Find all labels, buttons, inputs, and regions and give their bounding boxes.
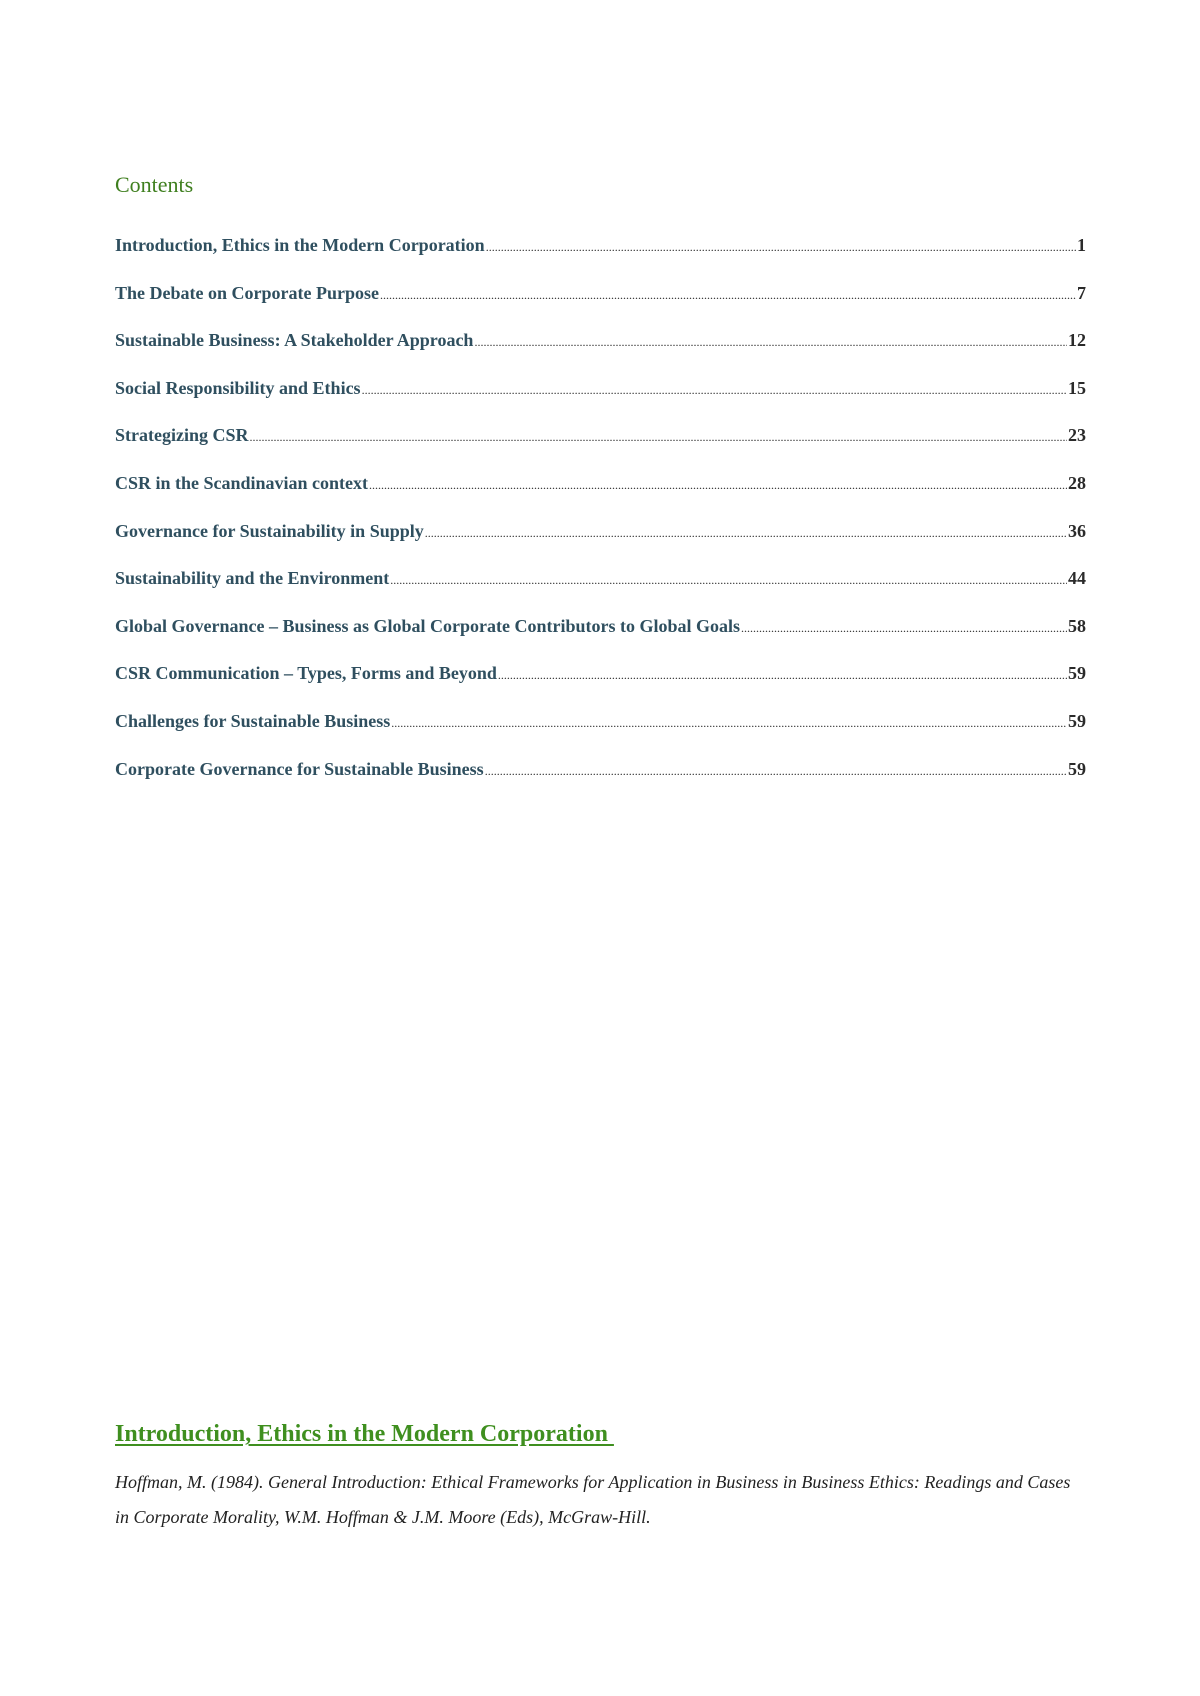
toc-heading: Contents bbox=[115, 172, 194, 197]
toc-entry-page: 58 bbox=[1068, 615, 1086, 636]
toc-entry-page: 28 bbox=[1068, 472, 1086, 493]
toc-dot-leader bbox=[425, 526, 1067, 541]
toc-dot-leader bbox=[390, 573, 1067, 588]
toc-entry[interactable] bbox=[115, 759, 1086, 807]
toc-dot-leader bbox=[474, 335, 1067, 350]
toc-entry-title: Sustainability and the Environment bbox=[115, 568, 390, 589]
toc-entry-page: 44 bbox=[1068, 568, 1086, 589]
toc-dot-leader bbox=[485, 764, 1067, 779]
toc-dot-leader bbox=[369, 478, 1067, 493]
toc-dot-leader bbox=[362, 383, 1067, 398]
toc-entry-page: 1 bbox=[1077, 235, 1086, 255]
toc-dot-leader bbox=[486, 240, 1076, 255]
toc-entry[interactable] bbox=[115, 568, 1086, 616]
toc-entry[interactable] bbox=[115, 235, 1086, 283]
toc-entry-title: Social Responsibility and Ethics bbox=[115, 377, 361, 398]
toc-entry-title: Sustainable Business: A Stakeholder Approach bbox=[115, 330, 474, 351]
toc-entry[interactable] bbox=[115, 283, 1086, 331]
reference-citation: Hoffman, M. (1984). General Introduction: Ethical Frameworks for Application in Business in Business Ethics: Readings and Cases in Corporate Morality, W.M. Hoffman & J.M. Moore (Eds), McGraw-Hill. bbox=[115, 1472, 1071, 1527]
toc-entry[interactable] bbox=[115, 473, 1086, 521]
toc-entry-title: Challenges for Sustainable Business bbox=[115, 710, 391, 731]
toc-entry-title: Governance for Sustainability in Supply bbox=[115, 520, 424, 541]
toc-dot-leader bbox=[380, 288, 1076, 303]
toc-entry-page: 59 bbox=[1068, 758, 1086, 779]
toc-entry-title: Corporate Governance for Sustainable Business bbox=[115, 758, 484, 779]
toc-entry[interactable] bbox=[115, 616, 1086, 664]
section-heading: Introduction, Ethics in the Modern Corporation bbox=[115, 1421, 614, 1447]
table-of-contents bbox=[115, 235, 1086, 806]
toc-dot-leader bbox=[498, 668, 1067, 683]
toc-entry-title: Global Governance – Business as Global Corporate Contributors to Global Goals bbox=[115, 615, 741, 636]
toc-entry-page: 15 bbox=[1068, 377, 1086, 398]
toc-entry[interactable] bbox=[115, 425, 1086, 473]
toc-entry-page: 23 bbox=[1068, 425, 1086, 446]
toc-entry-title: CSR in the Scandinavian context bbox=[115, 472, 369, 493]
toc-entry-title: CSR Communication – Types, Forms and Beyond bbox=[115, 663, 497, 684]
toc-dot-leader bbox=[250, 430, 1068, 445]
toc-entry-title: Strategizing CSR bbox=[115, 425, 249, 446]
toc-entry[interactable] bbox=[115, 330, 1086, 378]
toc-entry-page: 36 bbox=[1068, 520, 1086, 541]
toc-entry-title: The Debate on Corporate Purpose bbox=[115, 282, 379, 303]
toc-entry[interactable] bbox=[115, 663, 1086, 711]
toc-entry-page: 7 bbox=[1077, 282, 1086, 303]
toc-entry-title: Introduction, Ethics in the Modern Corporation bbox=[115, 235, 485, 255]
toc-entry[interactable] bbox=[115, 711, 1086, 759]
toc-entry-page: 59 bbox=[1068, 663, 1086, 684]
toc-entry-page: 59 bbox=[1068, 710, 1086, 731]
toc-dot-leader bbox=[391, 716, 1067, 731]
toc-dot-leader bbox=[741, 621, 1067, 636]
toc-entry-page: 12 bbox=[1068, 330, 1086, 351]
toc-entry[interactable] bbox=[115, 378, 1086, 426]
toc-entry[interactable] bbox=[115, 521, 1086, 569]
